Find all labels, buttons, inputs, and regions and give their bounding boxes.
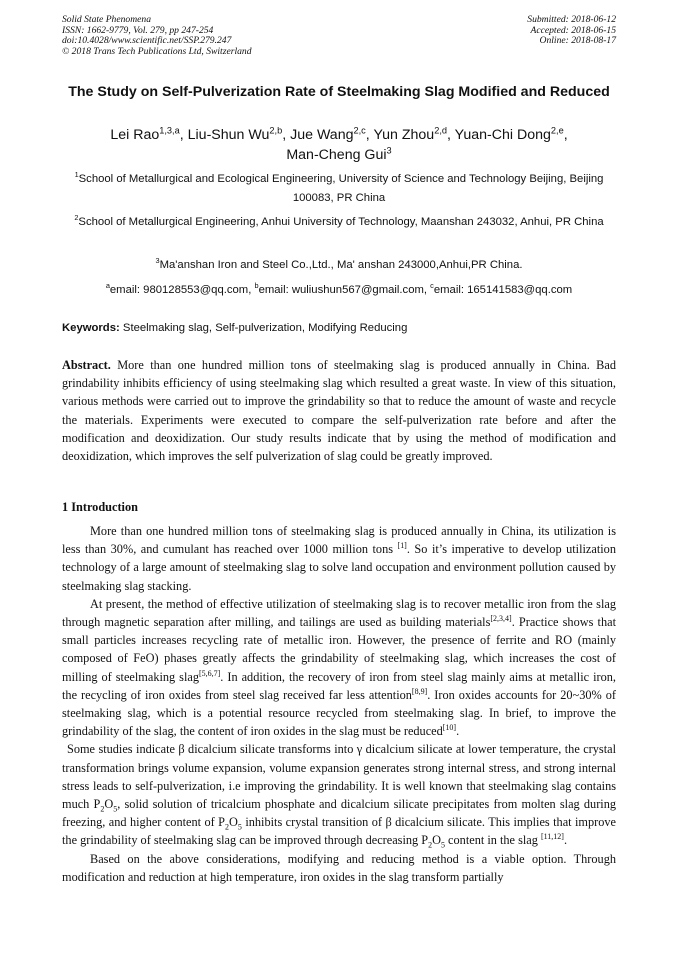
email-line: [62, 281, 616, 300]
email-mark: c: [430, 281, 434, 291]
subscript: 2: [428, 840, 433, 850]
affiliation-2: [62, 213, 616, 232]
text-run: O: [432, 833, 441, 848]
issn-line: ISSN: 1662-9779, Vol. 279, pp 247-254: [62, 24, 214, 36]
author: [286, 147, 391, 163]
paragraph: [62, 595, 616, 741]
text-run: O: [229, 815, 238, 830]
text-run: . Iron oxides accounts for 20~30% of steelmaking slag, which is a potential resource recycled from steelmaking slag. In brief, to improve the grindability of the slag, the content of iron oxides in the slag must be reduced: [62, 687, 616, 739]
subscript: 5: [113, 804, 118, 814]
email-mark: a: [105, 281, 110, 291]
accepted-date: Accepted: 2018-06-15: [530, 24, 616, 36]
author-separator: ,: [447, 127, 455, 143]
paragraph: [62, 740, 616, 849]
author: [188, 127, 290, 143]
copyright-line: © 2018 Trans Tech Publications Ltd, Switzerland: [62, 45, 252, 57]
doi-line: doi:10.4028/www.scientific.net/SSP.279.247: [62, 35, 232, 47]
affiliation-mark: 3: [155, 256, 160, 266]
text-run: . So it’s imperative to develop utilization technology of a large amount of steelmaking slag to solve land occupation and environment pollution caused by steelmaking slag stacking.: [62, 542, 616, 593]
subscript: 5: [440, 840, 445, 850]
journal-info: [62, 15, 252, 57]
author-affiliation-mark: 2,e: [550, 125, 564, 136]
citation: [2,3,4]: [490, 613, 512, 623]
section-body: [62, 522, 616, 886]
subscript: 2: [100, 804, 105, 814]
author-name: Man-Cheng Gui: [286, 147, 387, 163]
affiliation-3: [62, 256, 616, 275]
text-run: Some studies indicate β dicalcium silicate transforms into γ dicalcium silicate at lower temperature, the crystal transformation brings volume expansion, volume expansion generates strong internal stress, and strong internal stress leads to self-pulverization, i.e improving the grindability. It is well known that steelmaking slag contains much P: [62, 742, 616, 812]
text-run: inhibits crystal transition of β dicalcium silicate. This implies that improve the grindability of steelmaking slag can be improved through decreasing P: [62, 815, 616, 848]
subscript: 2: [225, 822, 229, 832]
author: [290, 127, 373, 143]
author-affiliation-mark: 2,b: [269, 125, 283, 136]
keywords-label: Keywords:: [62, 322, 120, 334]
author: [455, 127, 568, 143]
text-run: At present, the method of effective utilization of steelmaking slag is to recover metallic iron from the slag through magnetic separation after milling, and tailings are used as building materials: [62, 596, 616, 630]
text-run: content in the slag: [444, 833, 541, 848]
citation: [1]: [397, 541, 407, 551]
author-separator: ,: [179, 127, 188, 143]
citation: [11,12]: [540, 832, 564, 842]
paragraph: [62, 850, 616, 886]
text-run: . In addition, the recovery of iron from steel slag mainly aims at metallic iron, the recycling of iron oxides from steel slag received far less attention: [62, 669, 616, 702]
email-b[interactable]: email: wuliushun567@gmail.com,: [258, 284, 431, 296]
author-separator: ,: [563, 127, 568, 143]
online-date: Online: 2018-08-17: [539, 35, 616, 47]
affiliation-1: [62, 170, 616, 208]
email-c[interactable]: email: 165141583@qq.com: [433, 284, 573, 296]
text-run: O: [104, 797, 114, 812]
author-list: [62, 125, 616, 165]
author-name: Jue Wang: [290, 127, 354, 143]
abstract-label: Abstract.: [62, 358, 111, 372]
citation: [8,9]: [411, 686, 428, 696]
subscript: 5: [237, 822, 242, 832]
email-a[interactable]: email: 980128553@qq.com,: [109, 284, 255, 296]
author-name: Lei Rao: [110, 127, 160, 143]
text-run: .: [456, 724, 460, 739]
abstract: [62, 356, 616, 465]
text-run: More than one hundred million tons of steelmaking slag is produced annually in China, its utilization is less than 30%, and cumulant has reached over 1000 million tons: [62, 524, 616, 557]
affiliation-mark: 2: [74, 213, 79, 223]
citation: [5,6,7]: [198, 668, 221, 678]
author-affiliation-mark: 3: [386, 145, 392, 156]
text-run: Based on the above considerations, modifying and reducing method is a viable option. Through modification and reduction at high temperature, iron oxides in the slag transform partially: [62, 851, 616, 884]
affiliation-text: School of Metallurgical and Ecological Engineering, University of Science and Technology Beijing, Beijing 100083, PR China: [78, 173, 604, 204]
author-affiliation-mark: 2,c: [353, 125, 366, 136]
author-separator: ,: [365, 127, 374, 143]
dates-info: [527, 15, 616, 47]
text-run: .: [563, 833, 568, 848]
email-mark: b: [254, 281, 259, 291]
paper-title: The Study on Self-Pulverization Rate of Steelmaking Slag Modified and Reduced: [68, 84, 610, 100]
author-affiliation-mark: 2,d: [434, 125, 448, 136]
citation: [10]: [442, 723, 457, 733]
author-name: Yuan-Chi Dong: [454, 127, 551, 143]
keywords: [62, 319, 616, 337]
author-affiliation-mark: 1,3,a: [159, 125, 180, 136]
keywords-text: Steelmaking slag, Self-pulverization, Modifying Reducing: [119, 322, 408, 334]
author-name: Yun Zhou: [373, 127, 435, 143]
author-separator: ,: [282, 127, 291, 143]
affiliation-mark: 1: [74, 170, 79, 180]
abstract-text: More than one hundred million tons of steelmaking slag is produced annually in China. Bad grindability inhibits efficiency of using steelmaking slag which resulted a great waste. In view of this situation, various methods were carried out to improve the grindability so that to reduce the amount of waste and recycle the materials. Experiments were executed to compare the self-pulverization rate before and after the modification and deoxidization. Our study results indicate that by using the method of modification and deoxidization, which improves the self pulverization of slag could be greatly improved.: [62, 358, 616, 464]
affiliation-text: School of Metallurgical Engineering, Anhui University of Technology, Maanshan 243032, Anhui, PR China: [78, 216, 604, 228]
text-run: . Practice shows that small particles increases recycling rate of metallic iron. However, the presence of ferrite and RO (mainly composed of FeO) phases greatly affects the grindability of steelmaking slag, which increases the cost of milling of steelmaking slag: [62, 615, 616, 684]
author: [373, 127, 454, 143]
text-run: , solid solution of tricalcium phosphate and dicalcium silicate precipitates from molten slag during freezing, and higher content of P: [62, 797, 617, 830]
author-name: Liu-Shun Wu: [187, 127, 270, 143]
submitted-date: Submitted: 2018-06-12: [527, 14, 616, 25]
affiliation-text: Ma'anshan Iron and Steel Co.,Ltd., Ma' anshan 243000,Anhui,PR China.: [159, 259, 523, 271]
paragraph: [62, 522, 616, 595]
author: [110, 127, 187, 143]
journal-name: Solid State Phenomena: [62, 14, 151, 25]
section-heading: 1 Introduction: [62, 500, 138, 514]
